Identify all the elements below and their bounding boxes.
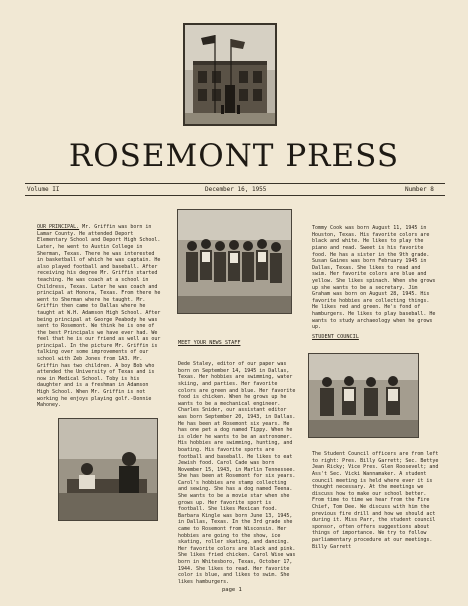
student-council-heading: STUDENT COUNCIL (312, 334, 359, 340)
student-council-article (312, 438, 442, 550)
news-staff-heading: MEET YOUR NEWS STAFF (178, 340, 241, 346)
news-staff-photo (177, 209, 292, 314)
page-number: page 1 (222, 587, 242, 593)
masthead-photo-school-building (183, 23, 277, 126)
principal-heading: OUR PRINCIPAL. (37, 224, 80, 231)
issue-date: December 16, 1955 (205, 186, 267, 193)
principal-text: Mr. Griffin was born in Lamar County. He attended Deport Elementary School and Deport High School. Later, he went to Austin College in Sherman, Texas. There he was interested in basketball of which he was captain. He also played football and baseball. After receiving his degree Mr. Griffin started teaching. He was coach at a school in Childress, Texas. Later he was coach and principal at Honora, Texas. From there he went to Sherman where he taught. Mr. Griffin then came to Dallas where he taught at W.H. Adamson High School. After being principal at George Peabody he was sent to Rosemont. We think he is one of the best Principals we have ever had. We feel that he is our friend as well as our principal. In the picture Mr. Griffin is talking over some improvements of our school with Zeb Jones from 1A3. Mr. Griffin has two children. A boy Bob who attended the University of Texas and is now in Medical School. Toby is his daughter and is a freshman in Adamson High School. When Mr. Griffin is not working he enjoys playing golf.-Donnie Mahoney. (37, 224, 164, 409)
volume-label: Volume II (27, 186, 60, 193)
principal-photo (58, 418, 158, 521)
issue-number: Number 8 (405, 186, 434, 193)
principal-article (37, 211, 163, 415)
top-rule (25, 183, 445, 184)
student-council-photo (308, 353, 419, 438)
news-staff-text: Dede Staley, editor of our paper was born on September 14, 1945 in Dallas, Texas. Her hobbies are swimming, water skiing, and parties. Her favorite colors are green and blue. Her favorite food is chicken. When he grows up he wants to be a mechanical engineer. Charles Snider, our assistant editor was born September 20, 1943, in Dallas. He has been at Rosemont six years. He has one pet a dog named Tippy. When he is older he wants to be an astronomer. His hobbies are swimming, hunting, and boating. His favorite sports are football and baseball. He likes to eat Jewish food. Carol Cade was born November 15, 1943, in Marlin Tennessee. She has been at Rosemont for six years. Carol's hobbies are stamp collecting and sewing. She has a dog named Teena. She wants to be a movie star when she grows up. Her favorite sport is football. She likes Mexican food. Barbara Kingle was born June 13, 1945, in Dallas, Texas. In the 3rd grade she came to Rosemont from Wisconsin. Her hobbies are going to the show, ice skating, roller skating, and dancing. Her favorite colors are black and pink. She likes fried chicken. Carol Wise was born in Whitesboro, Texas, October 17, 1944. She likes to read. Her favorite color is blue, and likes to swim. She likes hamburgers. (178, 361, 299, 585)
student-council-text: The Student Council officers are from left to right: Pres. Billy Garrett; Sec. Bettye Jean Ricky; Vice Pres. Glen Roosevelt; and Ass't Sec. Vicki Wannamaker. A student council meeting is held where ever it is thought necessary. At the meetings we discuss how to make our school better. From time to time we hear from the Fire Chief, Tom Dee. We discuss with him the previous fire drill and how we should act during it. Miss Parr, the student council sponsor, often offers suggestions about things of importance. We try to follow parliamentary procedure at our meetings. Billy Garrett (312, 451, 442, 550)
staff-bios-text: Tommy Cook was born August 11, 1945 in Houston, Texas. His favorite colors are black and white. He likes to play the piano and read. Sweet is his favorite food. He has a sister in the 9th grade. Susan Gaines was born February 1945 in Dallas, Texas. She likes to read and swim. Her favorite colors are blue and yellow. She likes spinach. When she grows up she wants to be a secretary. Jim Graham was born on August 28, 1945. His favorite hobbies are collecting things. He likes red and green. He's fond of hamburgers. He likes to play baseball. He wants to study archaeology when he grows up. (312, 225, 439, 331)
masthead-title: ROSEMONT PRESS (68, 138, 400, 174)
news-staff-article (178, 348, 299, 585)
bottom-rule (25, 195, 445, 196)
staff-bios-continued (312, 212, 439, 331)
